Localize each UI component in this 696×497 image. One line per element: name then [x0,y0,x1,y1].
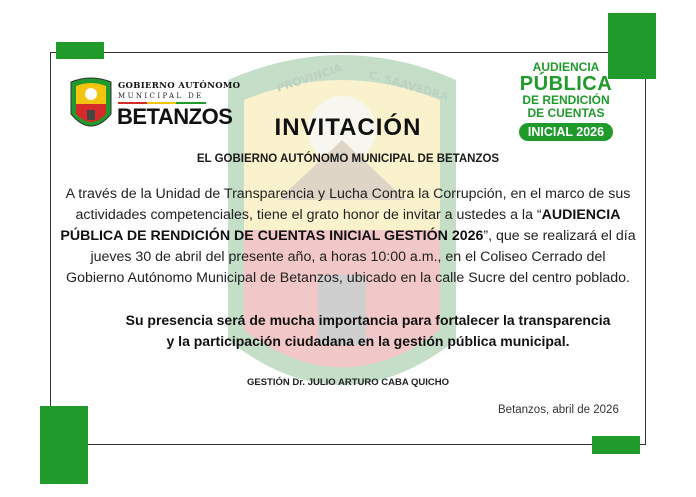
invitation-body [60,184,636,289]
logo-line-2: MUNICIPAL DE [118,92,204,100]
invitation-title: INVITACIÓN [274,114,422,141]
invitation-subtitle: EL GOBIERNO AUTÓNOMO MUNICIPAL DE BETANZOS [196,153,500,165]
badge-line-4: DE CUENTAS [527,106,605,120]
watermark-right-text: C. SAAVEDRA [367,68,451,104]
body-part-2: ”, que se realizará el día jueves 30 de abril del presente año, a horas 10:00 a.m., en el Coliseo Cerrado del Gobierno Autónomo Municipal de Betanzos, ubicado en la calle Sucre del centro poblado. [66,228,636,286]
accent-square-top-left [56,42,104,59]
place-date: Betanzos, abril de 2026 [498,404,619,416]
highlight-line-1: Su presencia será de mucha importancia para fortalecer la transparencia [125,312,611,328]
highlight-message [60,310,676,352]
badge-line-3: DE RENDICIÓN [522,93,610,107]
body-bold-event: AUDIENCIA PÚBLICA DE RENDICIÓN DE CUENTAS INICIAL GESTIÓN 2026 [60,207,621,244]
watermark-left-text: PROVINCIA [274,61,344,95]
logo-line-1: GOBIERNO AUTÓNOMO [118,81,241,91]
badge-line-2: PÚBLICA [519,73,613,95]
badge-pill: INICIAL 2026 [519,123,613,141]
accent-square-bottom-right [592,436,640,454]
administration-signature: GESTIÓN Dr. JULIO ARTURO CABA QUICHO [247,377,449,388]
highlight-line-2: y la participación ciudadana en la gestión pública municipal. [166,333,570,349]
badge-line-1: AUDIENCIA [532,60,600,74]
body-part-1: A través de la Unidad de Transparencia y Lucha Contra la Corrupción, en el marco de sus actividades competenciales, tiene el grato honor de invitar a ustedes a la “ [65,186,631,223]
logo-line-3: BETANZOS [117,104,233,129]
accent-square-bottom-left [40,406,88,484]
